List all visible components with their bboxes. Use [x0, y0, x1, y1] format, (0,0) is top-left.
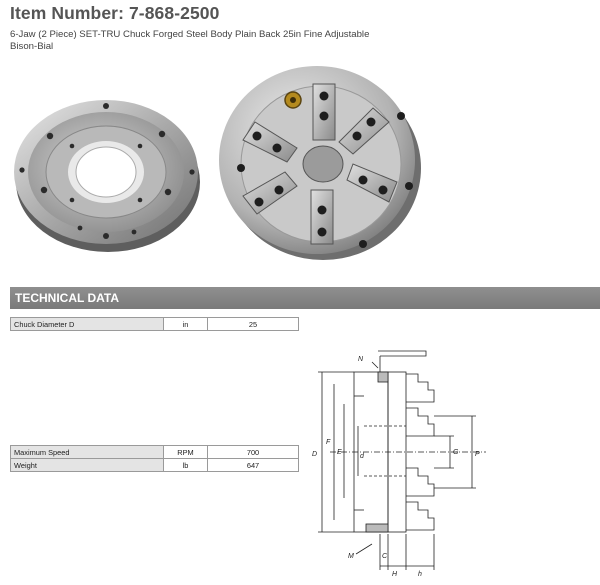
- spec-label: Chuck Diameter D: [11, 318, 164, 331]
- spec-value: 700: [208, 446, 299, 459]
- spec-unit: RPM: [164, 446, 208, 459]
- chuck-back-photo: [10, 72, 204, 257]
- label-p: P: [475, 451, 480, 458]
- label-n: N: [358, 356, 364, 363]
- label-f: F: [326, 439, 331, 446]
- label-d-lower: d: [360, 453, 364, 460]
- spec-unit: in: [164, 318, 208, 331]
- label-e: E: [337, 449, 342, 456]
- label-m: M: [348, 553, 354, 560]
- label-h-lower: h: [418, 571, 422, 578]
- table-row: [11, 459, 299, 472]
- specs-table-bottom: [10, 445, 299, 472]
- spec-label: Weight: [11, 459, 164, 472]
- spec-label: Maximum Speed: [11, 446, 164, 459]
- spec-value: 25: [208, 318, 299, 331]
- technical-data-header: TECHNICAL DATA: [10, 287, 600, 309]
- specs-table-top: [10, 317, 299, 331]
- spec-value: 647: [208, 459, 299, 472]
- table-row: [11, 318, 299, 331]
- label-c: C: [382, 553, 388, 560]
- chuck-technical-drawing: [300, 346, 500, 578]
- product-description: 6-Jaw (2 Piece) SET-TRU Chuck Forged Steel Body Plain Back 25in Fine Adjustable Bison-Bial: [10, 29, 370, 52]
- item-number-title: Item Number: 7-868-2500: [10, 3, 220, 23]
- label-h-upper: H: [392, 571, 398, 578]
- table-row: [11, 446, 299, 459]
- chuck-front-photo: [213, 56, 423, 266]
- label-g: G: [453, 449, 459, 456]
- label-d-upper: D: [312, 451, 318, 458]
- spec-unit: lb: [164, 459, 208, 472]
